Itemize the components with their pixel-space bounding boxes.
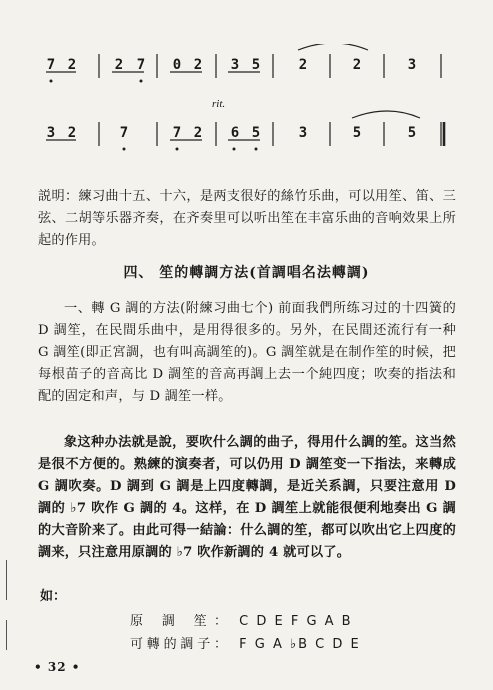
note: 0: [172, 57, 182, 73]
body-paragraph-2: 象这种办法就是說，要吹什么調的曲子，得用什么調的笙。这当然是很不方便的。熟練的演奏者，可以仍用 D 調笙变一下指法，来轉成 G 調吹奏。D 調到 G 調是上四度轉調，是近关系調，只要注意用 D 調的 ♭7 吹作 G 調的 4。这样，在 D 調笙上就能很便利地奏出 G 調的大音阶来了。由此可得一結論：什么調的笙，都可以吹出它上四度的調来，只注意用原調的 ♭7 吹作新調的 4 就可以了。: [38, 435, 456, 560]
notation-row-1: [0, 44, 493, 104]
note: 7: [46, 57, 56, 73]
note: 3: [230, 57, 240, 73]
note: 5: [407, 125, 417, 141]
original-key-label: 原 調 笙：: [130, 614, 228, 629]
note: 5: [251, 57, 261, 73]
scan-margin-mark: [6, 620, 7, 650]
notation-row-1-lines: [0, 44, 493, 104]
note: 2: [193, 125, 203, 141]
ritardando-mark: rit.: [212, 98, 226, 110]
section-heading: 四、 笙的轉調方法(首調唱名法轉調): [123, 265, 370, 281]
transposed-key-value: F G A ♭B C D E: [239, 637, 361, 652]
note: 3: [407, 57, 417, 73]
note: 2: [298, 57, 308, 73]
note: 2: [67, 125, 77, 141]
example-row-transposed: [130, 633, 361, 652]
notation-row-2: [0, 110, 493, 170]
note: 6: [230, 125, 240, 141]
note: 2: [67, 57, 77, 73]
body-paragraph-1: 一、轉 G 調的方法(附練习曲七个) 前面我們所练习过的十四簧的 D 調笙，在民間乐曲中，是用得很多的。另外，在民間还流行有一种 G 調笙(即正宮調，也有叫高調笙的)。G 調笙就是在制作笙的时候，把每根苗子的音高比 D 調笙的音高再調上去一个純四度；吹奏的指法和配的固定和声，与 D 調笙一样。: [38, 301, 456, 404]
note: 7: [119, 125, 129, 141]
transposed-key-label: 可轉的調子：: [130, 637, 228, 652]
note: 7: [172, 125, 182, 141]
page-number: • 32 •: [34, 660, 81, 674]
note: 2: [352, 57, 362, 73]
original-key-value: C D E F G A B: [239, 614, 353, 629]
example-row-original: [130, 610, 353, 629]
note: 2: [114, 57, 124, 73]
note: 3: [298, 125, 308, 141]
scan-margin-mark: [6, 560, 7, 600]
note: 7: [136, 57, 146, 73]
note: 5: [251, 125, 261, 141]
note: 3: [46, 125, 56, 141]
note: 5: [352, 125, 362, 141]
note: 2: [193, 57, 203, 73]
explanation-paragraph: 説明：練习曲十五、十六，是两支很好的絲竹乐曲，可以用笙、笛、三弦、二胡等乐器齐奏，在齐奏里可以听出笙在丰富乐曲的音响效果上所起的作用。: [38, 189, 456, 248]
example-label: 如：: [40, 589, 67, 604]
